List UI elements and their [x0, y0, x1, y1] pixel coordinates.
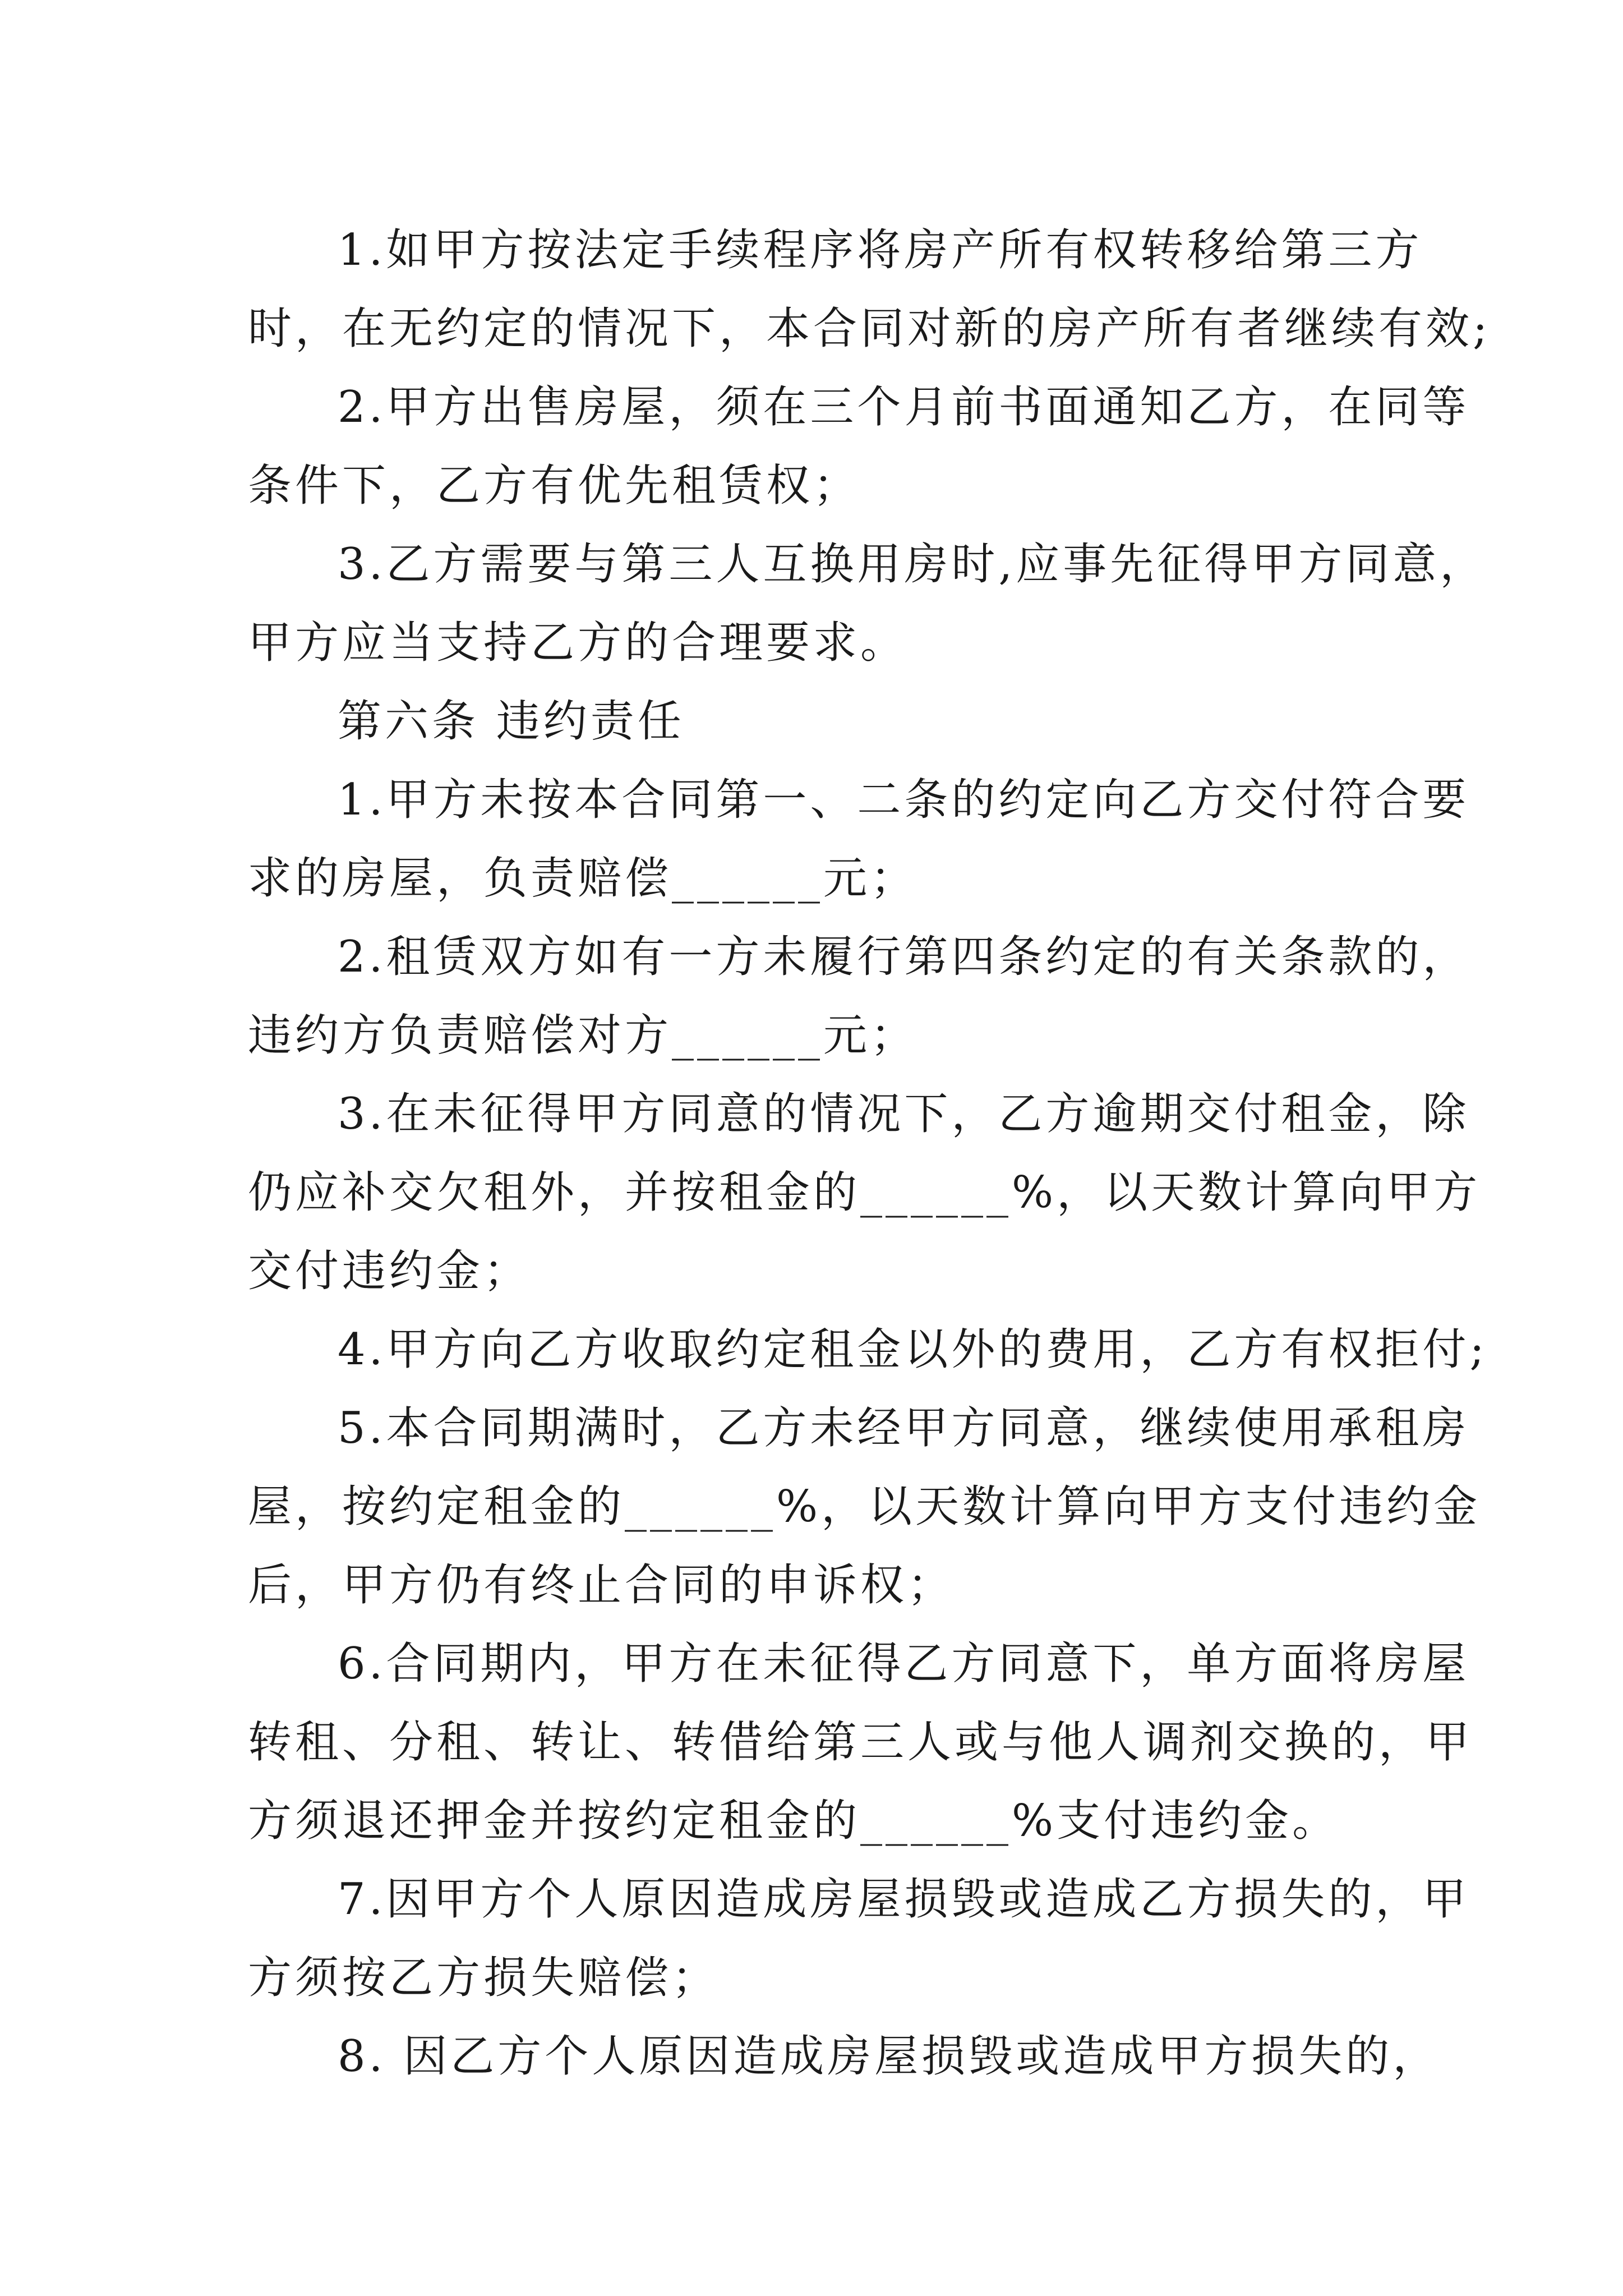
text-line: 仍应补交欠租外，并按租金的______%，以天数计算向甲方	[248, 1167, 1481, 1218]
text-line: 1.甲方未按本合同第一、二条的约定向乙方交付符合要	[338, 775, 1470, 825]
text-line: 甲方应当支持乙方的合理要求。	[248, 618, 908, 668]
text-line: 转租、分租、转让、转借给第三人或与他人调剂交换的，甲	[248, 1717, 1473, 1768]
text-line: 3.乙方需要与第三人互换用房时,应事先征得甲方同意，	[338, 539, 1487, 590]
text-line: 8. 因乙方个人原因造成房屋损毁或造成甲方损失的，	[338, 2031, 1440, 2082]
text-line: 2.甲方出售房屋，须在三个月前书面通知乙方，在同等	[338, 382, 1470, 432]
section-heading: 第六条 违约责任	[338, 696, 685, 747]
text-line: 交付违约金；	[248, 1246, 531, 1296]
text-line: 2.租赁双方如有一方未履行第四条约定的有关条款的，	[338, 932, 1470, 982]
text-line: 屋，按约定租金的______%，以天数计算向甲方支付违约金	[248, 1481, 1481, 1532]
text-line: 条件下，乙方有优先租赁权；	[248, 461, 861, 511]
text-line: 违约方负责赔偿对方______元；	[248, 1010, 918, 1061]
text-line: 6.合同期内，甲方在未征得乙方同意下，单方面将房屋	[338, 1639, 1470, 1689]
text-line: 时，在无约定的情况下，本合同对新的房产所有者继续有效;	[248, 303, 1491, 354]
text-line: 4.甲方向乙方收取约定租金以外的费用，乙方有权拒付;	[338, 1324, 1488, 1375]
text-line: 5.本合同期满时，乙方未经甲方同意，继续使用承租房	[338, 1403, 1470, 1453]
text-line: 7.因甲方个人原因造成房屋损毁或造成乙方损失的，甲	[338, 1874, 1470, 1925]
document-body	[248, 211, 1491, 2096]
text-line: 求的房屋，负责赔偿______元；	[248, 853, 918, 904]
text-line: 方须退还押金并按约定租金的______%支付违约金。	[248, 1796, 1340, 1846]
text-line: 1.如甲方按法定手续程序将房产所有权转移给第三方	[338, 225, 1423, 275]
text-line: 3.在未征得甲方同意的情况下，乙方逾期交付租金，除	[338, 1089, 1470, 1139]
text-line: 后，甲方仍有终止合同的申诉权；	[248, 1560, 955, 1611]
text-line: 方须按乙方损失赔偿；	[248, 1953, 720, 2003]
